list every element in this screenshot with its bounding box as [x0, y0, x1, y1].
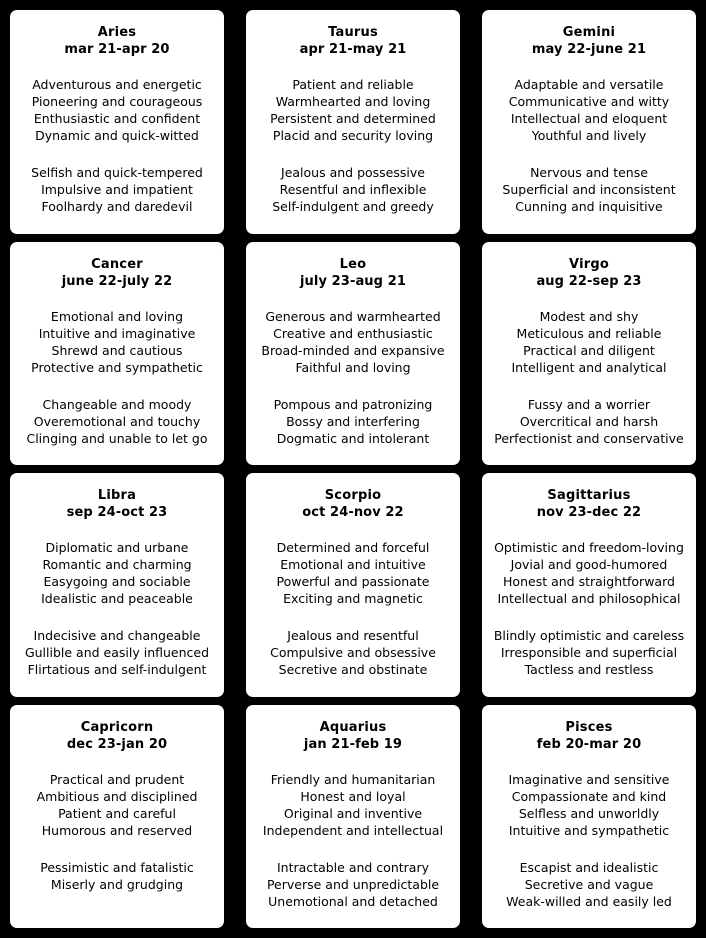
sign-name: Aries [97, 25, 137, 40]
sign-dates: oct 24-nov 22 [302, 505, 404, 520]
positive-traits-list [270, 76, 436, 144]
positive-trait: Pioneering and courageous [31, 94, 203, 109]
negative-trait: Overemotional and touchy [33, 413, 201, 429]
positive-trait: Friendly and humanitarian [270, 771, 436, 787]
positive-trait: Warmhearted and loving [275, 94, 431, 109]
positive-trait: Compassionate and kind [511, 788, 667, 804]
negative-trait: Changeable and moody [42, 396, 192, 412]
zodiac-card [10, 242, 224, 466]
negative-trait: Selfish and quick-tempered [31, 165, 203, 180]
negative-trait: Blindly optimistic and careless [493, 628, 685, 643]
positive-trait: Intelligent and analytical [511, 359, 667, 375]
positive-trait: Optimistic and freedom-loving [494, 540, 684, 555]
negative-trait: Jealous and resentful [287, 628, 419, 643]
positive-trait: Adaptable and versatile [514, 77, 664, 92]
positive-trait: Easygoing and sociable [43, 574, 191, 589]
positive-trait: Modest and shy [539, 308, 639, 324]
negative-traits-list [494, 627, 684, 678]
positive-trait: Intuitive and imaginative [38, 325, 196, 341]
positive-trait: Humorous and reserved [41, 822, 193, 838]
negative-trait: Irresponsible and superficial [500, 645, 678, 660]
positive-trait: Patient and careful [58, 805, 176, 821]
negative-trait: Superficial and inconsistent [502, 182, 676, 197]
positive-trait: Independent and intellectual [262, 822, 444, 838]
negative-trait: Cunning and inquisitive [515, 199, 663, 214]
positive-traits-list [511, 308, 666, 376]
zodiac-card [482, 10, 696, 234]
negative-trait: Pompous and patronizing [273, 396, 433, 412]
sign-name: Pisces [565, 719, 613, 735]
positive-traits-list [508, 771, 669, 839]
sign-dates: mar 21-apr 20 [64, 42, 170, 57]
sign-dates: nov 23-dec 22 [536, 505, 642, 520]
sign-dates: july 23-aug 21 [299, 273, 406, 289]
negative-traits-list [270, 627, 436, 678]
positive-trait: Generous and warmhearted [265, 308, 441, 324]
negative-trait: Fussy and a worrier [527, 396, 651, 412]
negative-trait: Clinging and unable to let go [26, 430, 208, 446]
positive-trait: Idealistic and peaceable [41, 591, 193, 606]
negative-trait: Jealous and possessive [281, 165, 425, 180]
positive-trait: Communicative and witty [508, 94, 670, 109]
positive-trait: Determined and forceful [276, 540, 430, 555]
negative-trait: Flirtatious and self-indulgent [27, 662, 207, 677]
positive-trait: Practical and diligent [523, 342, 655, 358]
zodiac-card [10, 10, 224, 234]
negative-trait: Perfectionist and conservative [494, 430, 684, 446]
positive-trait: Shrewd and cautious [51, 342, 183, 358]
negative-traits-list [506, 859, 672, 910]
positive-traits-list [32, 76, 203, 144]
negative-trait: Unemotional and detached [268, 893, 438, 909]
positive-traits-list [31, 308, 203, 376]
zodiac-card [482, 242, 696, 466]
sign-name: Leo [339, 256, 367, 272]
zodiac-card [10, 473, 224, 697]
positive-trait: Romantic and charming [42, 557, 192, 572]
zodiac-card [246, 473, 460, 697]
positive-trait: Adventurous and energetic [32, 77, 202, 92]
sign-dates: sep 24-oct 23 [66, 505, 168, 520]
negative-trait: Self-indulgent and greedy [272, 199, 434, 214]
sign-name: Scorpio [324, 488, 382, 503]
negative-trait: Resentful and inflexible [279, 182, 427, 197]
positive-trait: Diplomatic and urbane [45, 540, 189, 555]
sign-name: Virgo [569, 256, 609, 272]
negative-traits-list [40, 859, 193, 893]
negative-trait: Escapist and idealistic [519, 859, 659, 875]
positive-trait: Intuitive and sympathetic [508, 822, 670, 838]
negative-trait: Intractable and contrary [277, 859, 429, 875]
negative-trait: Compulsive and obsessive [270, 645, 436, 660]
sign-dates: dec 23-jan 20 [66, 736, 168, 752]
negative-trait: Weak-willed and easily led [506, 893, 672, 909]
positive-trait: Exciting and magnetic [283, 591, 423, 606]
positive-traits-list [261, 308, 444, 376]
positive-trait: Persistent and determined [270, 111, 436, 126]
positive-trait: Faithful and loving [295, 359, 411, 375]
negative-trait: Nervous and tense [530, 165, 648, 180]
sign-name: Gemini [562, 25, 616, 40]
positive-traits-list [509, 76, 669, 144]
negative-trait: Indecisive and changeable [33, 628, 201, 643]
positive-trait: Powerful and passionate [276, 574, 430, 589]
positive-trait: Jovial and good-humored [510, 557, 668, 572]
positive-trait: Selfless and unworldly [518, 805, 660, 821]
positive-trait: Honest and straightforward [503, 574, 675, 589]
positive-trait: Ambitious and disciplined [36, 788, 198, 804]
negative-trait: Tactless and restless [524, 662, 654, 677]
negative-trait: Impulsive and impatient [41, 182, 193, 197]
negative-trait: Dogmatic and intolerant [276, 430, 430, 446]
sign-name: Cancer [91, 256, 143, 272]
positive-trait: Youthful and lively [531, 128, 647, 143]
sign-dates: apr 21-may 21 [299, 42, 407, 57]
negative-traits-list [267, 859, 439, 910]
sign-name: Aquarius [319, 719, 387, 735]
zodiac-card [246, 242, 460, 466]
negative-trait: Foolhardy and daredevil [41, 199, 193, 214]
positive-trait: Broad-minded and expansive [261, 342, 445, 358]
negative-trait: Pessimistic and fatalistic [40, 859, 194, 875]
positive-trait: Placid and security loving [272, 128, 434, 143]
negative-traits-list [274, 396, 433, 447]
positive-trait: Dynamic and quick-witted [35, 128, 199, 143]
positive-trait: Creative and enthusiastic [273, 325, 433, 341]
zodiac-card [482, 705, 696, 929]
positive-traits-list [37, 771, 198, 839]
negative-traits-list [25, 627, 209, 678]
negative-trait: Bossy and interfering [286, 413, 420, 429]
sign-name: Capricorn [80, 719, 154, 735]
positive-trait: Honest and loyal [300, 788, 406, 804]
sign-dates: feb 20-mar 20 [536, 736, 642, 752]
negative-trait: Secretive and vague [524, 876, 654, 892]
negative-traits-list [494, 396, 683, 447]
positive-trait: Protective and sympathetic [31, 359, 203, 375]
positive-traits-list [494, 539, 684, 607]
sign-name: Taurus [328, 25, 378, 40]
negative-traits-list [272, 164, 433, 215]
positive-trait: Intellectual and philosophical [497, 591, 681, 606]
zodiac-card [10, 705, 224, 929]
positive-trait: Original and inventive [283, 805, 423, 821]
positive-trait: Practical and prudent [49, 771, 185, 787]
zodiac-card [482, 473, 696, 697]
sign-dates: aug 22-sep 23 [536, 273, 642, 289]
positive-trait: Patient and reliable [292, 77, 414, 92]
positive-trait: Enthusiastic and confident [33, 111, 201, 126]
negative-traits-list [26, 396, 207, 447]
negative-traits-list [502, 164, 675, 215]
negative-trait: Secretive and obstinate [278, 662, 428, 677]
sign-name: Sagittarius [547, 488, 631, 503]
zodiac-card [246, 705, 460, 929]
sign-dates: june 22-july 22 [61, 273, 173, 289]
sign-name: Libra [97, 488, 137, 503]
negative-trait: Overcritical and harsh [519, 413, 659, 429]
negative-traits-list [31, 164, 203, 215]
positive-traits-list [263, 771, 443, 839]
positive-trait: Emotional and loving [50, 308, 184, 324]
positive-traits-list [41, 539, 193, 607]
positive-trait: Emotional and intuitive [280, 557, 426, 572]
positive-trait: Meticulous and reliable [516, 325, 662, 341]
positive-trait: Intellectual and eloquent [510, 111, 668, 126]
sign-dates: jan 21-feb 19 [303, 736, 403, 752]
positive-trait: Imaginative and sensitive [508, 771, 670, 787]
negative-trait: Miserly and grudging [50, 876, 184, 892]
zodiac-card [246, 10, 460, 234]
positive-traits-list [277, 539, 430, 607]
negative-trait: Gullible and easily influenced [24, 645, 210, 660]
sign-dates: may 22-june 21 [531, 42, 647, 57]
negative-trait: Perverse and unpredictable [266, 876, 440, 892]
